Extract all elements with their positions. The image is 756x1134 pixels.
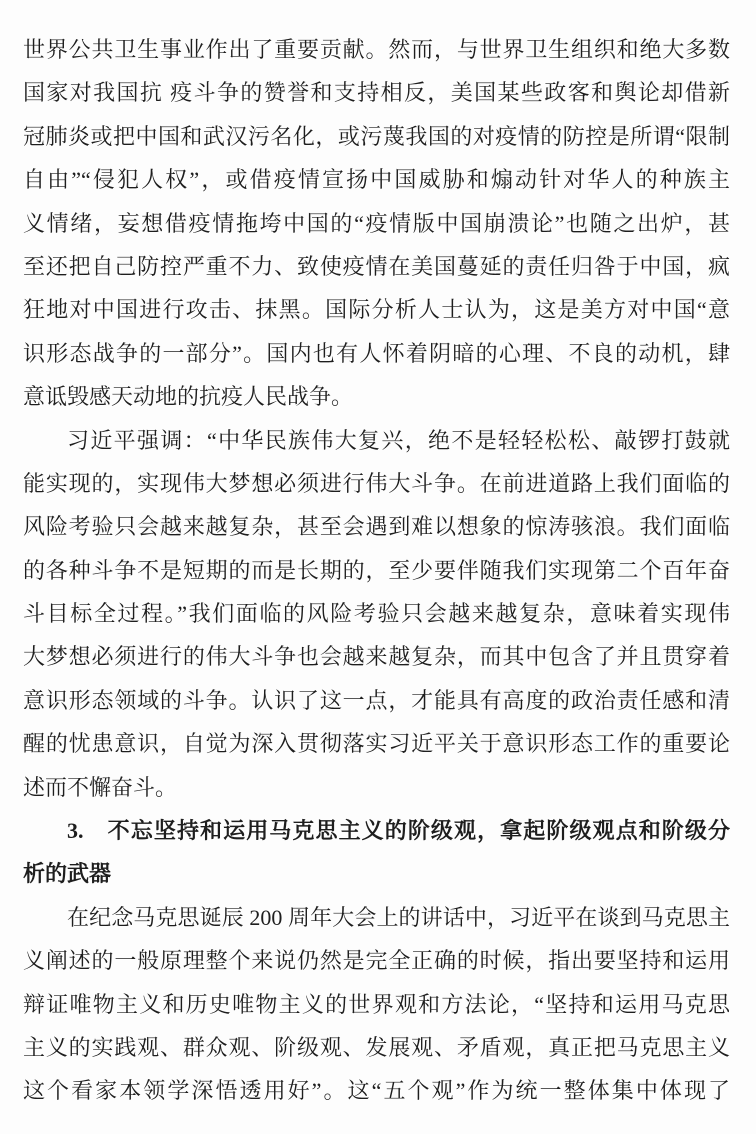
text-line: 主义的实践观、群众观、阶级观、发展观、矛盾观，真正把马克思主义 — [23, 1034, 730, 1060]
text-line: 冠肺炎或把中国和武汉污名化，或污蔑我国的对疫情的防控是所谓“限制 — [23, 123, 730, 149]
paragraph-xi-great-struggle — [23, 419, 730, 810]
text-line: 能实现的，实现伟大梦想必须进行伟大斗争。在前进道路上我们面临的 — [23, 470, 730, 496]
text-line: 国家对我国抗 疫斗争的赞誉和支持相反，美国某些政客和舆论却借新 — [23, 80, 730, 106]
text-line: 识形态战争的一部分”。国内也有人怀着阴暗的心理、不良的动机，肆 — [23, 340, 730, 366]
text-line: 醒的忧患意识，自觉为深入贯彻落实习近平关于意识形态工作的重要论 — [23, 731, 730, 757]
text-line: 述而不懈奋斗。 — [23, 774, 178, 800]
text-line: 世界公共卫生事业作出了重要贡献。然而，与世界卫生组织和绝大多数 — [23, 37, 730, 62]
text-line: 3. 不忘坚持和运用马克思主义的阶级观，拿起阶级观点和阶级分 — [67, 818, 730, 844]
text-line: 辩证唯物主义和历史唯物主义的世界观和方法论，“坚持和运用马克思 — [23, 991, 730, 1017]
document-body — [23, 28, 730, 1113]
text-line: 自由”“侵犯人权”，或借疫情宣扬中国威胁和煽动针对华人的种族主 — [23, 167, 730, 193]
text-line: 至还把自己防控严重不力、致使疫情在美国蔓延的责任归咎于中国，疯 — [23, 253, 730, 279]
text-line: 义阐述的一般原理整个来说仍然是完全正确的时候，指出要坚持和运用 — [23, 948, 730, 974]
text-line: 义情绪，妄想借疫情拖垮中国的“疫情版中国崩溃论”也随之出炉，甚 — [23, 210, 730, 236]
text-line: 习近平强调：“中华民族伟大复兴，绝不是轻轻松松、敲锣打鼓就 — [67, 427, 730, 453]
paragraph-anti-epidemic-slander — [23, 28, 730, 419]
text-line: 风险考验只会越来越复杂，甚至会遇到难以想象的惊涛骇浪。我们面临 — [23, 514, 730, 540]
text-line: 大梦想必须进行的伟大斗争也会越来越复杂，而其中包含了并且贯穿着 — [23, 644, 730, 670]
text-line: 在纪念马克思诞辰 200 周年大会上的讲话中，习近平在谈到马克思主 — [67, 904, 730, 930]
text-line: 的各种斗争不是短期的而是长期的，至少要伴随我们实现第二个百年奋 — [23, 557, 730, 583]
section-heading-3 — [23, 809, 730, 896]
text-line: 析的武器 — [23, 861, 112, 887]
text-line: 意识形态领域的斗争。认识了这一点，才能具有高度的政治责任感和清 — [23, 687, 730, 713]
text-line: 这个看家本领学深悟透用好”。这“五个观”作为统一整体集中体现了 — [23, 1078, 730, 1104]
text-line: 狂地对中国进行攻击、抹黑。国际分析人士认为，这是美方对中国“意 — [23, 297, 730, 323]
paragraph-marx-200th-anniversary — [23, 896, 730, 1113]
text-line: 意诋毁感天动地的抗疫人民战争。 — [23, 384, 354, 410]
text-line: 斗目标全过程。”我们面临的风险考验只会越来越复杂，意味着实现伟 — [23, 601, 730, 627]
